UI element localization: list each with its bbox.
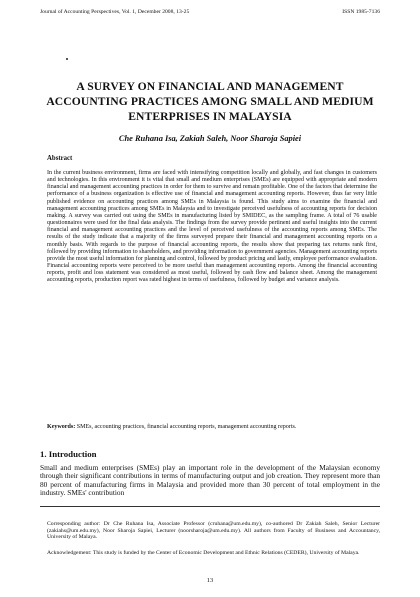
paper-authors: Che Ruhana Isa, Zakiah Saleh, Noor Sharoja Sapiei xyxy=(118,134,302,143)
keywords-label: Keywords: xyxy=(47,424,76,430)
paper-title: A SURVEY ON FINANCIAL AND MANAGEMENT ACCOUNTING PRACTICES AMONG SMALL AND MEDIUM ENTERPRISES IN MALAYSIA xyxy=(46,80,374,123)
abstract-text: In the current business environment, firms are faced with intensifying competition locally and globally, and fast changes in customers and technologies. In this environment it is vital that small and medium enterprises (SMEs) are equipped with appropriate and modern financial and management accounting practices in order for them to survive and remain profitable. One of the factors that determine the performance of a business organization is effective use of financial and management accounting reports. However, thus far very little published evidence on accounting practices among SMEs in Malaysia is found. This study aims to examine the financial and management accounting practices among SMEs in Malaysia and to investigate perceived usefulness of accounting reports for decision making. A survey was carried out using the SMEs in manufacturing listed by SMIDEC, as the sampling frame. A total of 76 usable questionnaires were used for the final data analysis. The findings from the survey provide pertinent and useful insights into the current financial and management accounting practices and the level of perceived usefulness of the accounting reports among SMEs. The results of the study indicate that a majority of the firms surveyed prepare their financial and management accounting reports on a monthly basis. With regards to the purpose of financial accounting reports, the results show that preparing tax returns rank first, followed by providing information to shareholders, and providing information to government agencies. Management accounting reports provide the most useful information for planning and control, followed by product pricing and lastly, employee performance evaluation. Financial accounting reports were perceived to be more useful than management accounting reports. Among the financial accounting reports, profit and loss statement was considered as most useful, followed by cash flow and balance sheet. Among the management accounting reports, production report was rated highest in terms of usefulness, followed by budget and variance analysis. xyxy=(47,170,377,284)
stray-dot xyxy=(66,58,68,60)
issn: ISSN 1985-7136 xyxy=(342,9,380,15)
footnote-divider xyxy=(40,506,380,507)
journal-citation: Journal of Accounting Perspectives, Vol. 1, December 2008, 13-25 xyxy=(40,9,190,15)
footnote-corresponding-author: Corresponding author: Dr Che Ruhana Isa, Associate Professor (cruhana@um.edu.my), co-authored Dr Zakiah Saleh, Senior Lecturer (zakiahs@um.edu.my), Noor Sharoja Sapiei, Lecturer (noorsharoja@um.edu.my). All authors from Faculty of Business and Accountancy, University of Malaya. xyxy=(47,521,380,541)
keywords xyxy=(47,424,377,431)
introduction-text: Small and medium enterprises (SMEs) play an important role in the development of the Malaysian economy through their significant contributions in terms of manufacturing output and job creation. They represent more than 80 percent of manufacturing firms in Malaysia and provided more than 30 percent of total employment in the industry. SMEs' contribution xyxy=(40,463,380,498)
running-header xyxy=(40,9,380,15)
footnote-acknowledgement: Acknowledgement: This study is funded by the Center of Economic Development and Ethnic Relations (CEDER), University of Malaya. xyxy=(47,550,360,556)
page-number: 13 xyxy=(206,577,214,584)
section-heading-introduction: 1. Introduction xyxy=(40,449,97,459)
keywords-text: SMEs, accounting practices, financial accounting reports, management accounting reports. xyxy=(76,424,297,430)
abstract-heading: Abstract xyxy=(47,155,73,162)
